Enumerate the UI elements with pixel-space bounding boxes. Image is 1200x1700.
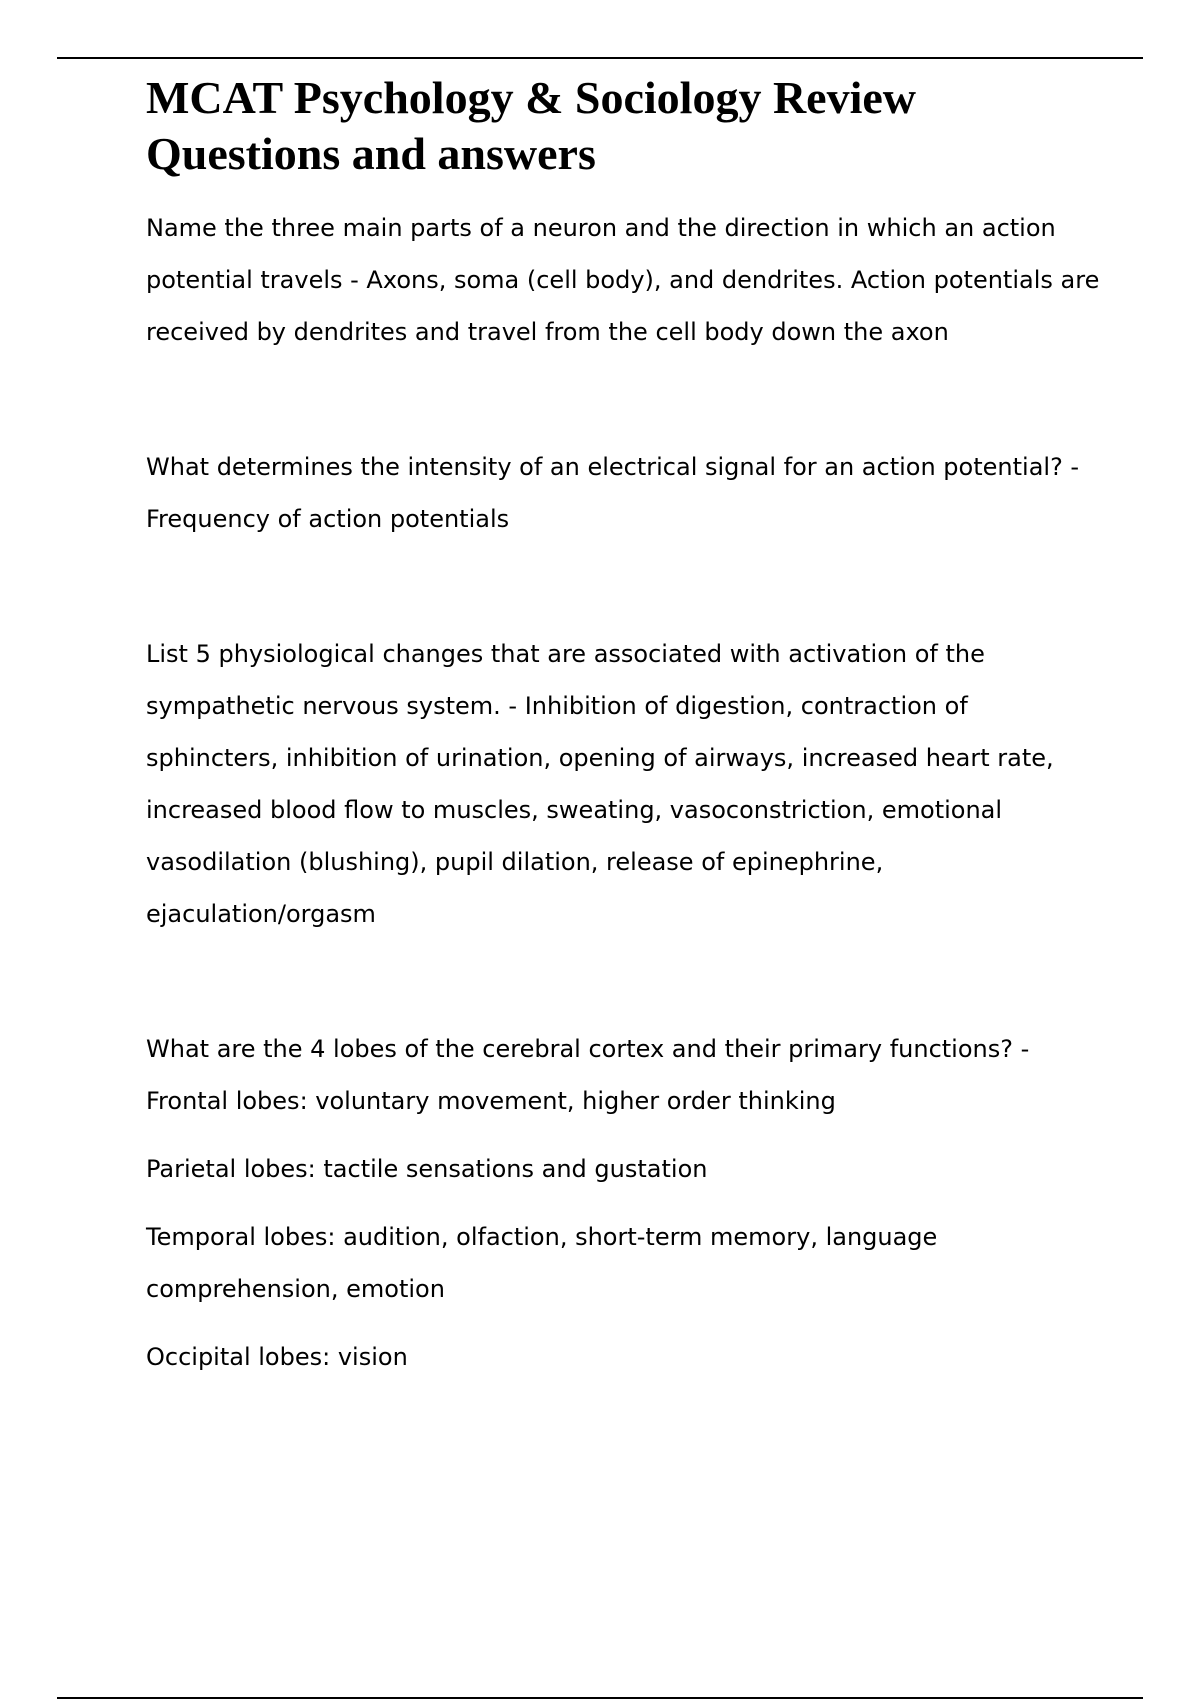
bottom-rule (57, 1697, 1143, 1699)
document-title: MCAT Psychology & Sociology Review Questions and answers (146, 72, 917, 179)
lobe-description-parietal: Parietal lobes: tactile sensations and gustation (146, 1155, 708, 1183)
qa-entry-cortex-lobes (146, 1023, 1106, 1383)
document-body (146, 70, 1106, 1383)
lobe-description-occipital: Occipital lobes: vision (146, 1343, 408, 1371)
top-rule (57, 57, 1143, 59)
qa-text: What determines the intensity of an electrical signal for an action potential? - Frequency of action potentials (146, 453, 1080, 533)
qa-entry-signal-intensity (146, 441, 1106, 545)
qa-entry-neuron-parts (146, 202, 1106, 358)
qa-entry-sympathetic-changes (146, 628, 1106, 940)
lobe-description-temporal: Temporal lobes: audition, olfaction, short-term memory, language comprehension, emotion (146, 1223, 938, 1303)
qa-text: What are the 4 lobes of the cerebral cortex and their primary functions? - Frontal lobes: voluntary movement, higher order thinking (146, 1035, 1030, 1115)
qa-text: Name the three main parts of a neuron and the direction in which an action potential travels - Axons, soma (cell body), and dendrites. Action potentials are received by dendrites and travel from the cell body down the axon (146, 214, 1100, 346)
qa-text: List 5 physiological changes that are associated with activation of the sympathetic nervous system. - Inhibition of digestion, contraction of sphincters, inhibition of urination, opening of airways, increased heart rate, increased blood flow to muscles, sweating, vasoconstriction, emotional vasodilation (blushing), pupil dilation, release of epinephrine, ejaculation/orgasm (146, 640, 1054, 928)
